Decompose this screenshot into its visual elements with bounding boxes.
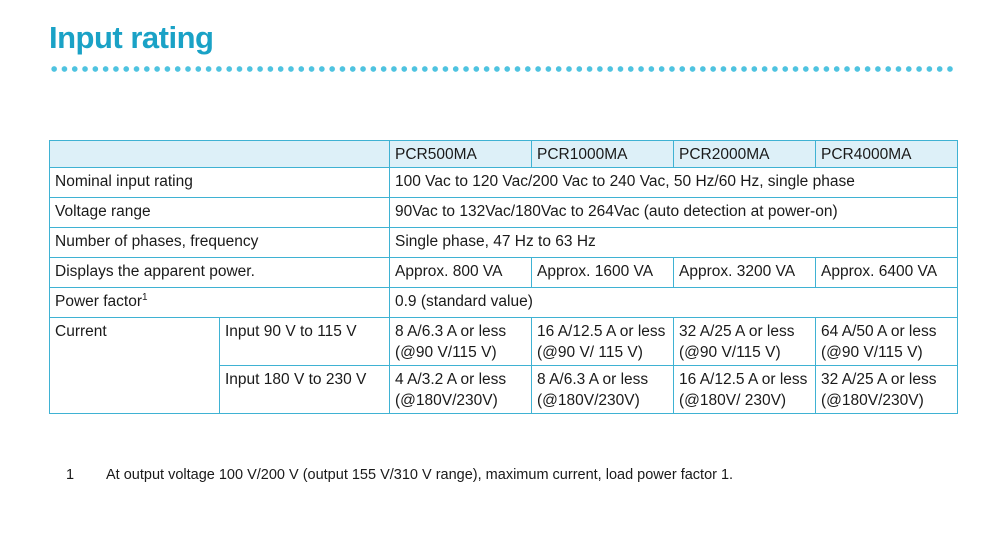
table-row: [50, 228, 958, 258]
header-cell-pcr4000ma: PCR4000MA: [816, 141, 958, 168]
header-cell-pcr1000ma: PCR1000MA: [532, 141, 674, 168]
sub-row-label: Input 180 V to 230 V: [220, 366, 390, 414]
cell-value: 32 A/25 A or less (@180V/230V): [816, 366, 958, 414]
sub-row-label: Input 90 V to 115 V: [220, 318, 390, 366]
cell-value: 0.9 (standard value): [390, 288, 958, 318]
cell-value: Single phase, 47 Hz to 63 Hz: [390, 228, 958, 258]
table-row: [50, 288, 958, 318]
cell-value: Approx. 6400 VA: [816, 258, 958, 288]
row-label: Nominal input rating: [50, 168, 390, 198]
cell-value: Approx. 1600 VA: [532, 258, 674, 288]
dotted-divider: [49, 65, 957, 73]
cell-value: 16 A/12.5 A or less (@180V/ 230V): [674, 366, 816, 414]
table-row: [50, 258, 958, 288]
header-corner-cell: [50, 141, 390, 168]
cell-value: Approx. 3200 VA: [674, 258, 816, 288]
footnote-text: At output voltage 100 V/200 V (output 155 V/310 V range), maximum current, load power factor 1.: [106, 467, 734, 483]
footnote: [66, 467, 733, 483]
table-row: [50, 198, 958, 228]
table-row: [50, 318, 958, 366]
cell-value: 16 A/12.5 A or less (@90 V/ 115 V): [532, 318, 674, 366]
row-label-power-factor: [50, 288, 390, 318]
footnote-number: 1: [66, 467, 75, 483]
row-label: Voltage range: [50, 198, 390, 228]
table-header-row: [50, 141, 958, 168]
footnote-reference: 1: [142, 291, 148, 303]
cell-value: 64 A/50 A or less (@90 V/115 V): [816, 318, 958, 366]
cell-value: 90Vac to 132Vac/180Vac to 264Vac (auto detection at power-on): [390, 198, 958, 228]
input-rating-table: [49, 140, 958, 414]
row-label: Power factor: [55, 293, 143, 310]
row-label: Current: [50, 318, 220, 414]
cell-value: Approx. 800 VA: [390, 258, 532, 288]
row-label: Displays the apparent power.: [50, 258, 390, 288]
header-cell-pcr500ma: PCR500MA: [390, 141, 532, 168]
table-row: [50, 168, 958, 198]
cell-value: 8 A/6.3 A or less (@180V/230V): [532, 366, 674, 414]
cell-value: 8 A/6.3 A or less (@90 V/115 V): [390, 318, 532, 366]
row-label: Number of phases, frequency: [50, 228, 390, 258]
cell-value: 100 Vac to 120 Vac/200 Vac to 240 Vac, 50 Hz/60 Hz, single phase: [390, 168, 958, 198]
cell-value: 32 A/25 A or less (@90 V/115 V): [674, 318, 816, 366]
page-title: Input rating: [49, 20, 214, 55]
header-cell-pcr2000ma: PCR2000MA: [674, 141, 816, 168]
cell-value: 4 A/3.2 A or less (@180V/230V): [390, 366, 532, 414]
